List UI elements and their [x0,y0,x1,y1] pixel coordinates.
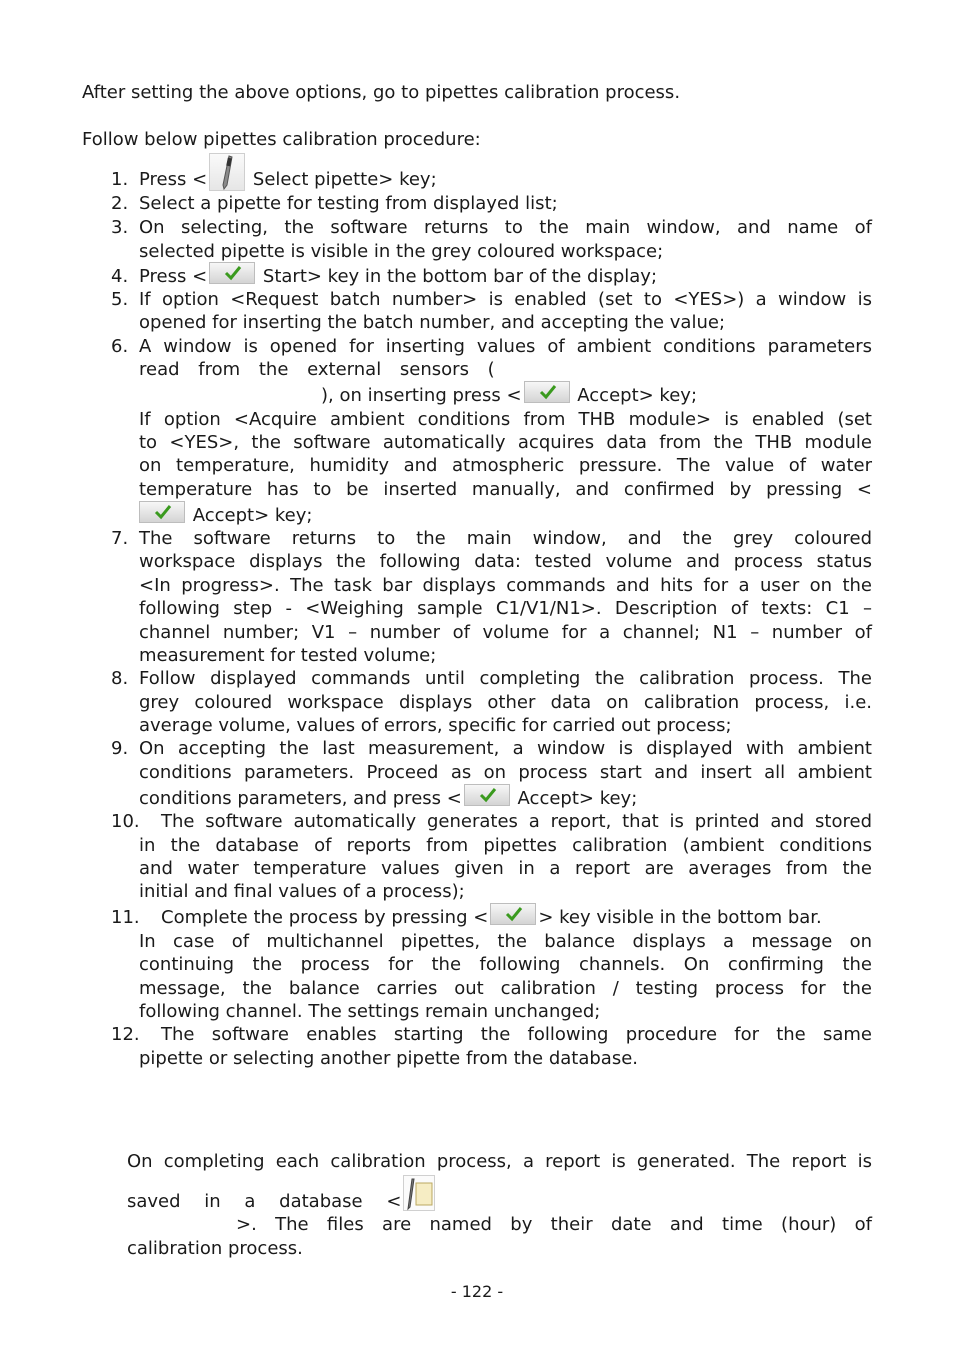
intro-follow-below: Follow below pipettes calibration procedure: [82,129,481,150]
step-1 [139,168,872,192]
step-11-line-4: message, the balance carries out calibration / testing process for the [139,978,872,999]
step-11-line-5: following channel. The settings remain unchanged; [139,1001,601,1022]
step-9-line-3-post: Accept> key; [511,788,638,809]
step-4-pre: Press < [139,266,208,287]
check-icon [139,501,185,523]
step-11-line-1-post: > key visible in the bottom bar. [538,907,822,928]
step-4-number: 4. [111,266,129,287]
step-5-line-1: If option <Request batch number> is enabled (set to <YES>) a window is [139,289,872,310]
step-8-line-2: grey coloured workspace displays other data on calibration process, i.e. [139,692,872,713]
step-6-line-7: temperature has to be inserted manually, and confirmed by pressing < [139,479,872,500]
report-line-4: calibration process. [127,1238,303,1259]
database-icon [403,1175,435,1211]
intro-after-setting: After setting the above options, go to pipettes calibration process. [82,82,681,103]
step-7-line-2: workspace displays the following data: tested volume and process status [139,551,872,572]
step-11-number: 11. [111,907,140,928]
step-6-line-3-post: Accept> key; [571,385,698,406]
step-6-line-2: read from the external sensors ( [139,359,495,380]
check-icon [490,903,536,925]
report-line-2 [127,1190,447,1214]
step-10-line-3: and water temperature values given in a report are averages from the [139,858,872,879]
step-2: Select a pipette for testing from displayed list; [139,193,558,214]
step-12-line-1: The software enables starting the following procedure for the same [161,1024,872,1045]
step-6-line-4: If option <Acquire ambient conditions from THB module> is enabled (set [139,409,872,430]
step-7-line-3: <In progress>. The task bar displays commands and hits for a user on the [139,575,872,596]
step-10-line-4: initial and final values of a process); [139,881,465,902]
step-8-number: 8. [111,668,129,689]
step-5-number: 5. [111,289,129,310]
step-12-number: 12. [111,1024,140,1045]
page-number: - 122 - [450,1282,504,1301]
step-3-line-2: selected pipette is visible in the grey coloured workspace; [139,241,664,262]
step-6-line-8-post: Accept> key; [187,505,313,526]
step-6-line-5: to <YES>, the software automatically acquires data from the THB module [139,432,872,453]
report-line-1: On completing each calibration process, a report is generated. The report is [127,1151,872,1172]
step-9-line-3 [139,787,872,811]
step-11-line-2: In case of multichannel pipettes, the balance displays a message on [139,931,872,952]
step-6-number: 6. [111,336,129,357]
step-10-line-2: in the database of reports from pipettes calibration (ambient conditions [139,835,872,856]
step-1-number: 1. [111,169,129,190]
step-6-line-3-pre: ), on inserting press < [321,385,522,406]
step-11-line-1 [161,906,872,930]
report-line-3: >. The files are named by their date and time (hour) of [236,1214,872,1235]
step-6-line-6: on temperature, humidity and atmospheric pressure. The value of water [139,455,872,476]
pipette-icon [209,153,245,191]
step-2-number: 2. [111,193,129,214]
step-7-number: 7. [111,528,129,549]
step-11-line-3: continuing the process for the following channels. On confirming the [139,954,872,975]
step-5-line-2: opened for inserting the batch number, and accepting the value; [139,312,726,333]
step-11-line-1-pre: Complete the process by pressing < [161,907,489,928]
step-8-line-3: average volume, values of errors, specific for carried out process; [139,715,732,736]
step-3-line-1: On selecting, the software returns to the main window, and name of [139,217,872,238]
step-7-line-5: channel number; V1 – number of volume for a channel; N1 – number of [139,622,872,643]
step-9-number: 9. [111,738,129,759]
step-7-line-6: measurement for tested volume; [139,645,437,666]
step-6-line-8 [139,504,872,528]
check-icon [209,262,255,284]
check-icon [524,381,570,403]
step-6-line-1: A window is opened for inserting values of ambient conditions parameters [139,336,872,357]
check-icon [464,784,510,806]
step-3-number: 3. [111,217,129,238]
step-1-post: Select pipette> key; [247,169,437,190]
step-10-line-1: The software automatically generates a report, that is printed and stored [161,811,872,832]
step-7-line-1: The software returns to the main window, and the grey coloured [139,528,872,549]
step-9-line-2: conditions parameters. Proceed as on process start and insert all ambient [139,762,872,783]
step-9-line-3-pre: conditions parameters, and press < [139,788,462,809]
step-4 [139,265,872,289]
step-4-post: Start> key in the bottom bar of the display; [257,266,658,287]
step-6-line-3 [321,384,741,408]
step-8-line-1: Follow displayed commands until completing the calibration process. The [139,668,872,689]
step-1-pre: Press < [139,169,208,190]
step-9-line-1: On accepting the last measurement, a window is displayed with ambient [139,738,872,759]
step-7-line-4: following step - <Weighing sample C1/V1/N1>. Description of texts: C1 – [139,598,872,619]
step-12-line-2: pipette or selecting another pipette from the database. [139,1048,639,1069]
step-10-number: 10. [111,811,140,832]
report-line-2-pre: saved in a database < [127,1191,402,1212]
